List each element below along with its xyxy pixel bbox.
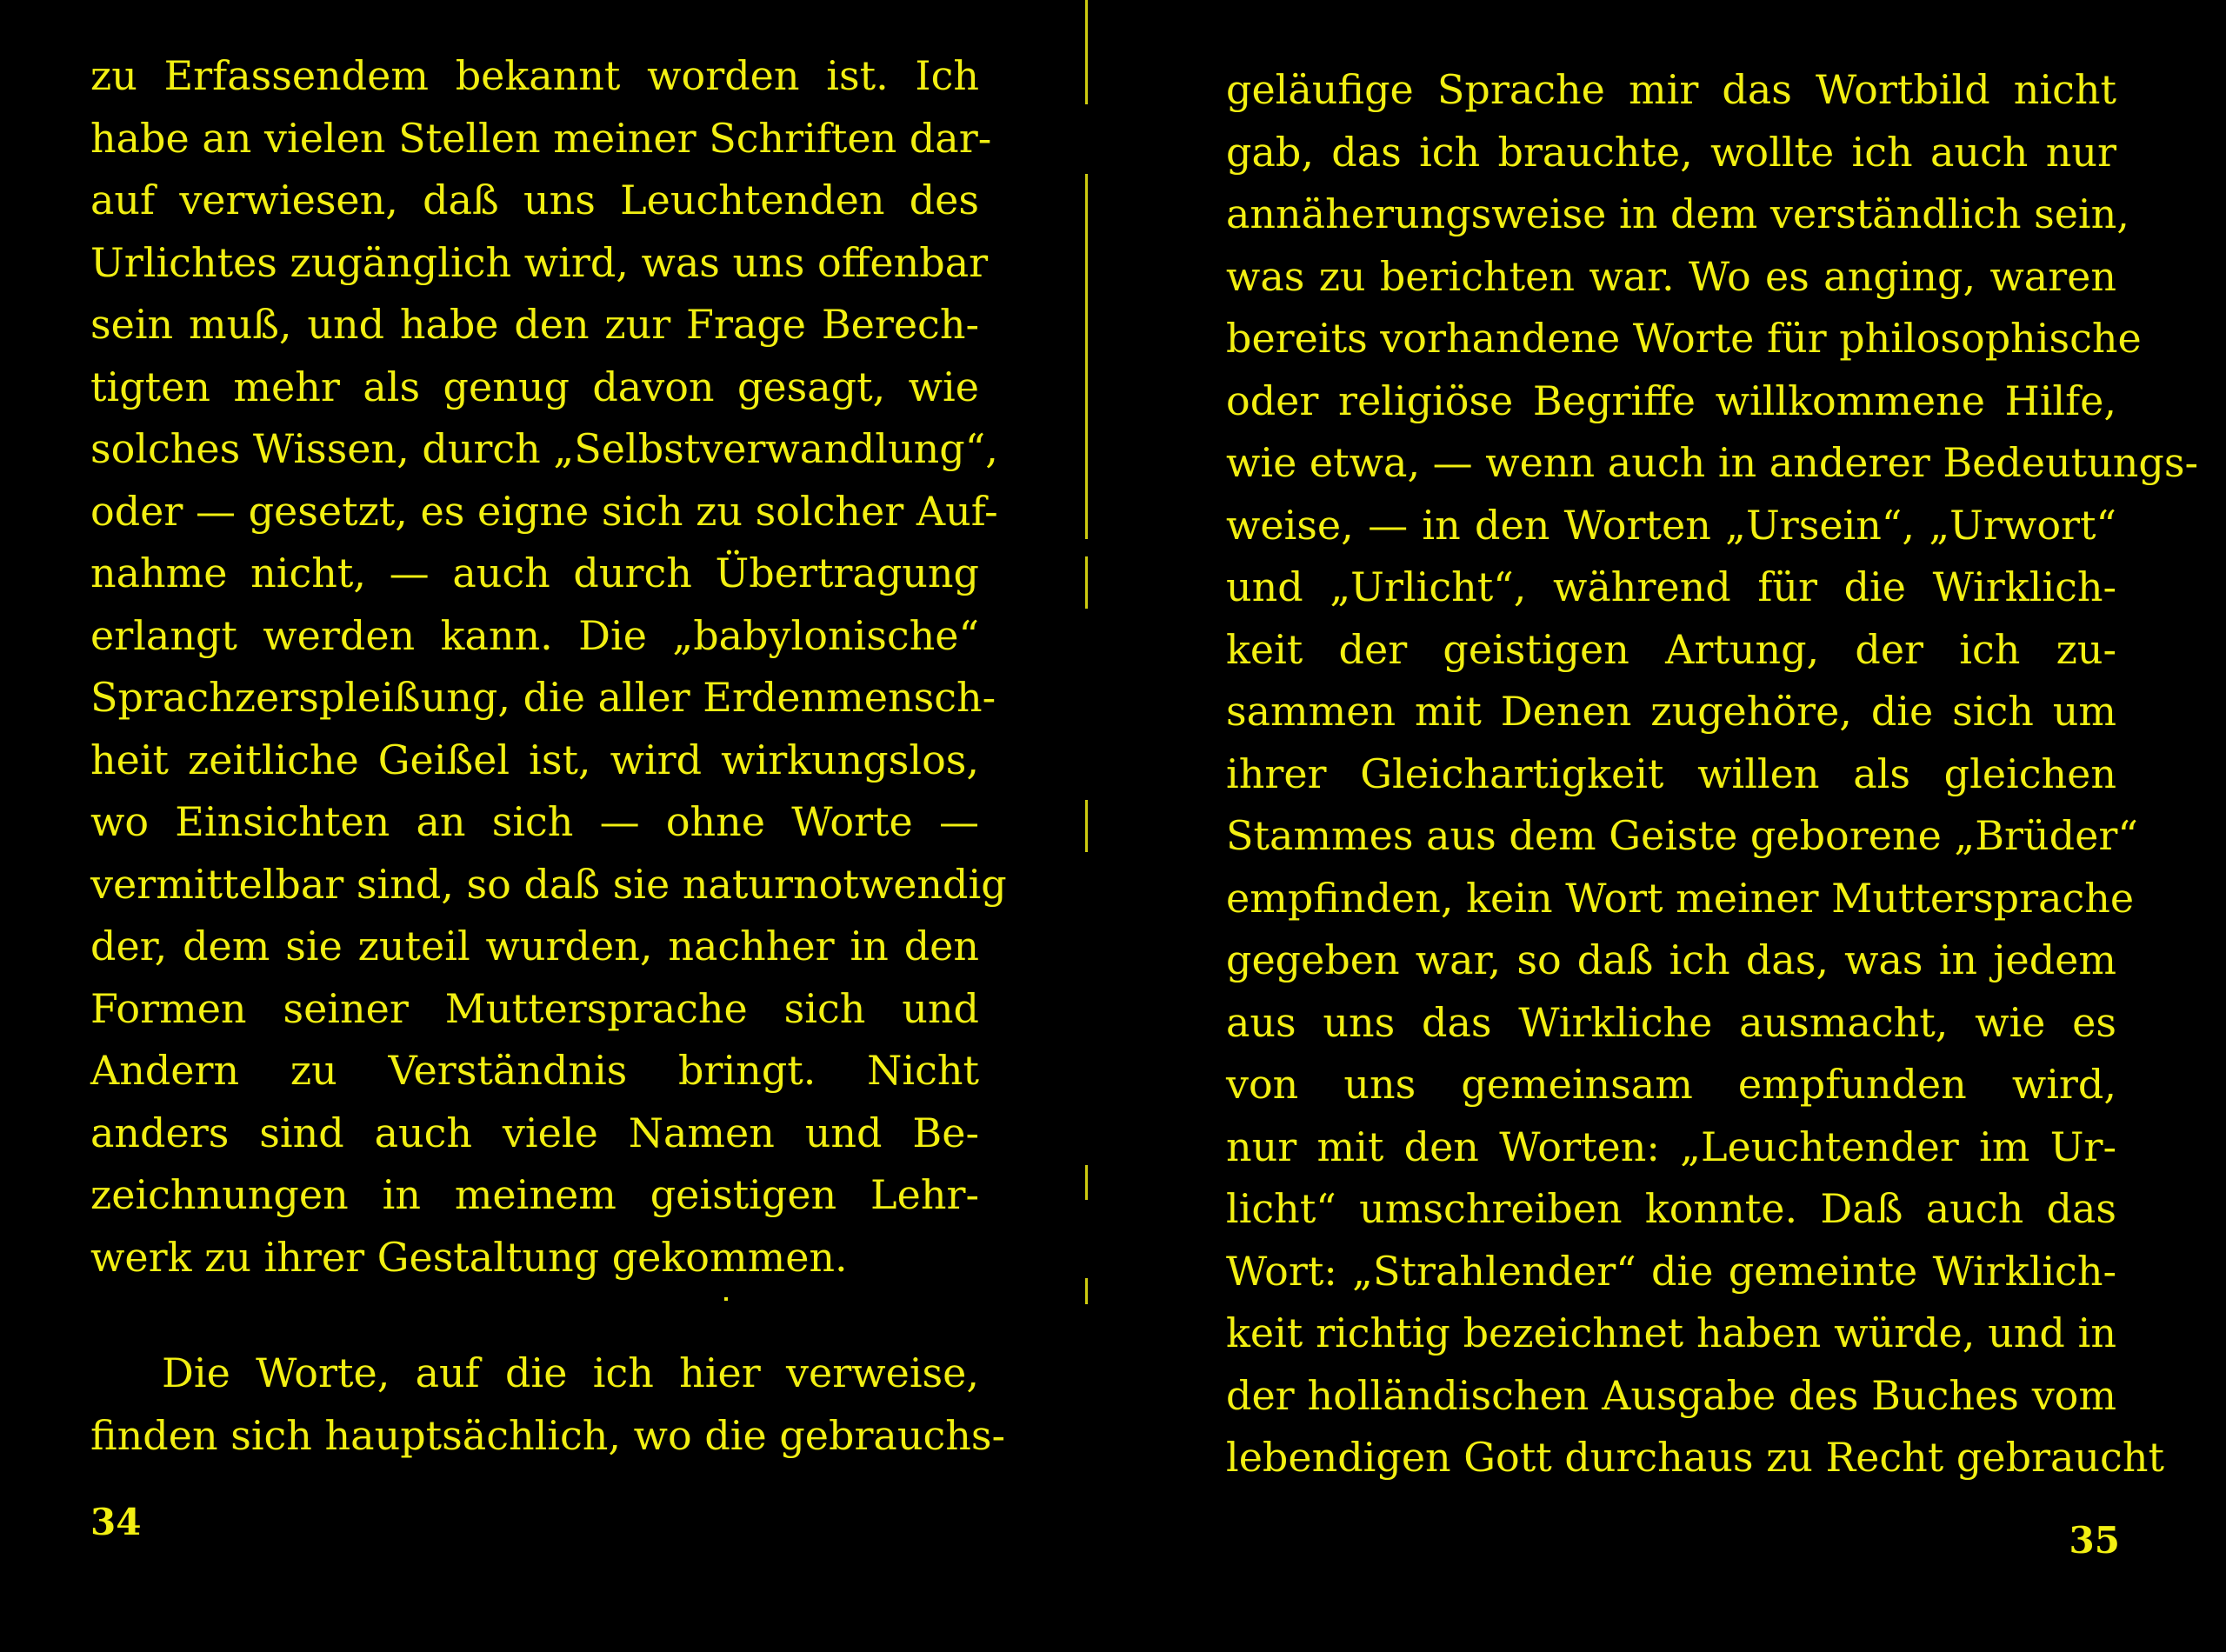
- right-paragraph: [1226, 59, 2198, 1489]
- text-line: geläufige Sprache mir das Wortbild nicht: [1226, 66, 2116, 113]
- text-line: und „Urlicht“, während für die Wirklich-: [1226, 563, 2116, 610]
- left-page: [0, 0, 1087, 1652]
- text-line: Wort: „Strahlender“ die gemeinte Wirklich-: [1226, 1247, 2116, 1295]
- text-line: Formen seiner Muttersprache sich und: [90, 984, 979, 1032]
- left-paragraph-2: [90, 1342, 1006, 1467]
- text-line: gab, das ich brauchte, wollte ich auch nur: [1226, 128, 2116, 176]
- text-line: aus uns das Wirkliche ausmacht, wie es: [1226, 998, 2116, 1046]
- text-line: finden sich hauptsächlich, wo die gebrauchs-: [90, 1411, 1006, 1459]
- text-line: gegeben war, so daß ich das, was in jedem: [1226, 936, 2116, 983]
- text-line: annäherungsweise in dem verständlich sein,: [1226, 190, 2129, 237]
- text-line: Sprachzerspleißung, die aller Erdenmensch-: [90, 674, 996, 721]
- text-line: Stammes aus dem Geiste geborene „Brüder“: [1226, 812, 2138, 859]
- text-line: ihrer Gleichartigkeit willen als gleichen: [1226, 749, 2116, 797]
- section-separator: [724, 1297, 728, 1301]
- text-line: sammen mit Denen zugehöre, die sich um: [1226, 688, 2116, 735]
- text-line: solches Wissen, durch „Selbstverwandlung“,: [90, 425, 998, 472]
- text-line: empfinden, kein Wort meiner Muttersprache: [1226, 874, 2135, 922]
- text-line: keit der geistigen Artung, der ich zu-: [1226, 625, 2116, 673]
- text-line: was zu berichten war. Wo es anging, waren: [1226, 252, 2116, 300]
- text-line: sein muß, und habe den zur Frage Berech-: [90, 301, 979, 348]
- text-line: Die Worte, auf die ich hier verweise,: [162, 1349, 979, 1396]
- text-line: nur mit den Worten: „Leuchtender im Ur-: [1226, 1122, 2116, 1170]
- text-line: licht“ umschreiben konnte. Daß auch das: [1226, 1185, 2116, 1232]
- text-line: von uns gemeinsam empfunden wird,: [1226, 1061, 2116, 1108]
- text-line: wie etwa, — wenn auch in anderer Bedeutungs-: [1226, 439, 2198, 486]
- text-line: werk zu ihrer Gestaltung gekommen.: [90, 1233, 848, 1281]
- text-line: Andern zu Verständnis bringt. Nicht: [90, 1047, 979, 1094]
- text-line: heit zeitliche Geißel ist, wird wirkungslos,: [90, 736, 979, 783]
- text-line: keit richtig bezeichnet haben würde, und in: [1226, 1309, 2116, 1356]
- text-line: habe an vielen Stellen meiner Schriften dar-: [90, 114, 992, 162]
- text-line: der, dem sie zuteil wurden, nachher in den: [90, 923, 979, 969]
- text-line: oder religiöse Begriffe willkommene Hilfe,: [1226, 376, 2116, 424]
- text-line: bereits vorhandene Worte für philosophische: [1226, 315, 2142, 362]
- text-line: anders sind auch viele Namen und Be-: [90, 1109, 979, 1156]
- text-line: vermittelbar sind, so daß sie naturnotwendig: [90, 860, 1007, 908]
- text-line: Urlichtes zugänglich wird, was uns offenbar: [90, 238, 989, 286]
- left-paragraph-1: [90, 45, 1007, 1289]
- page-number-left: 34: [90, 1501, 142, 1543]
- text-line: auf verwiesen, daß uns Leuchtenden des: [90, 177, 979, 223]
- text-line: wo Einsichten an sich — ohne Worte —: [90, 798, 979, 845]
- text-line: weise, — in den Worten „Ursein“, „Urwort“: [1226, 501, 2116, 549]
- right-page: [1096, 0, 2226, 1652]
- text-line: zeichnungen in meinem geistigen Lehr-: [90, 1171, 979, 1218]
- text-line: erlangt werden kann. Die „babylonische“: [90, 611, 979, 659]
- text-line: nahme nicht, — auch durch Übertragung: [90, 550, 979, 596]
- book-gutter: [1085, 0, 1088, 1652]
- page-number-right: 35: [2069, 1519, 2120, 1562]
- text-line: lebendigen Gott durchaus zu Recht gebraucht: [1226, 1434, 2164, 1481]
- text-line: tigten mehr als genug davon gesagt, wie: [90, 363, 979, 410]
- text-line: der holländischen Ausgabe des Buches vom: [1226, 1371, 2116, 1419]
- text-line: zu Erfassendem bekannt worden ist. Ich: [90, 52, 979, 99]
- text-line: oder — gesetzt, es eigne sich zu solcher Auf-: [90, 487, 998, 535]
